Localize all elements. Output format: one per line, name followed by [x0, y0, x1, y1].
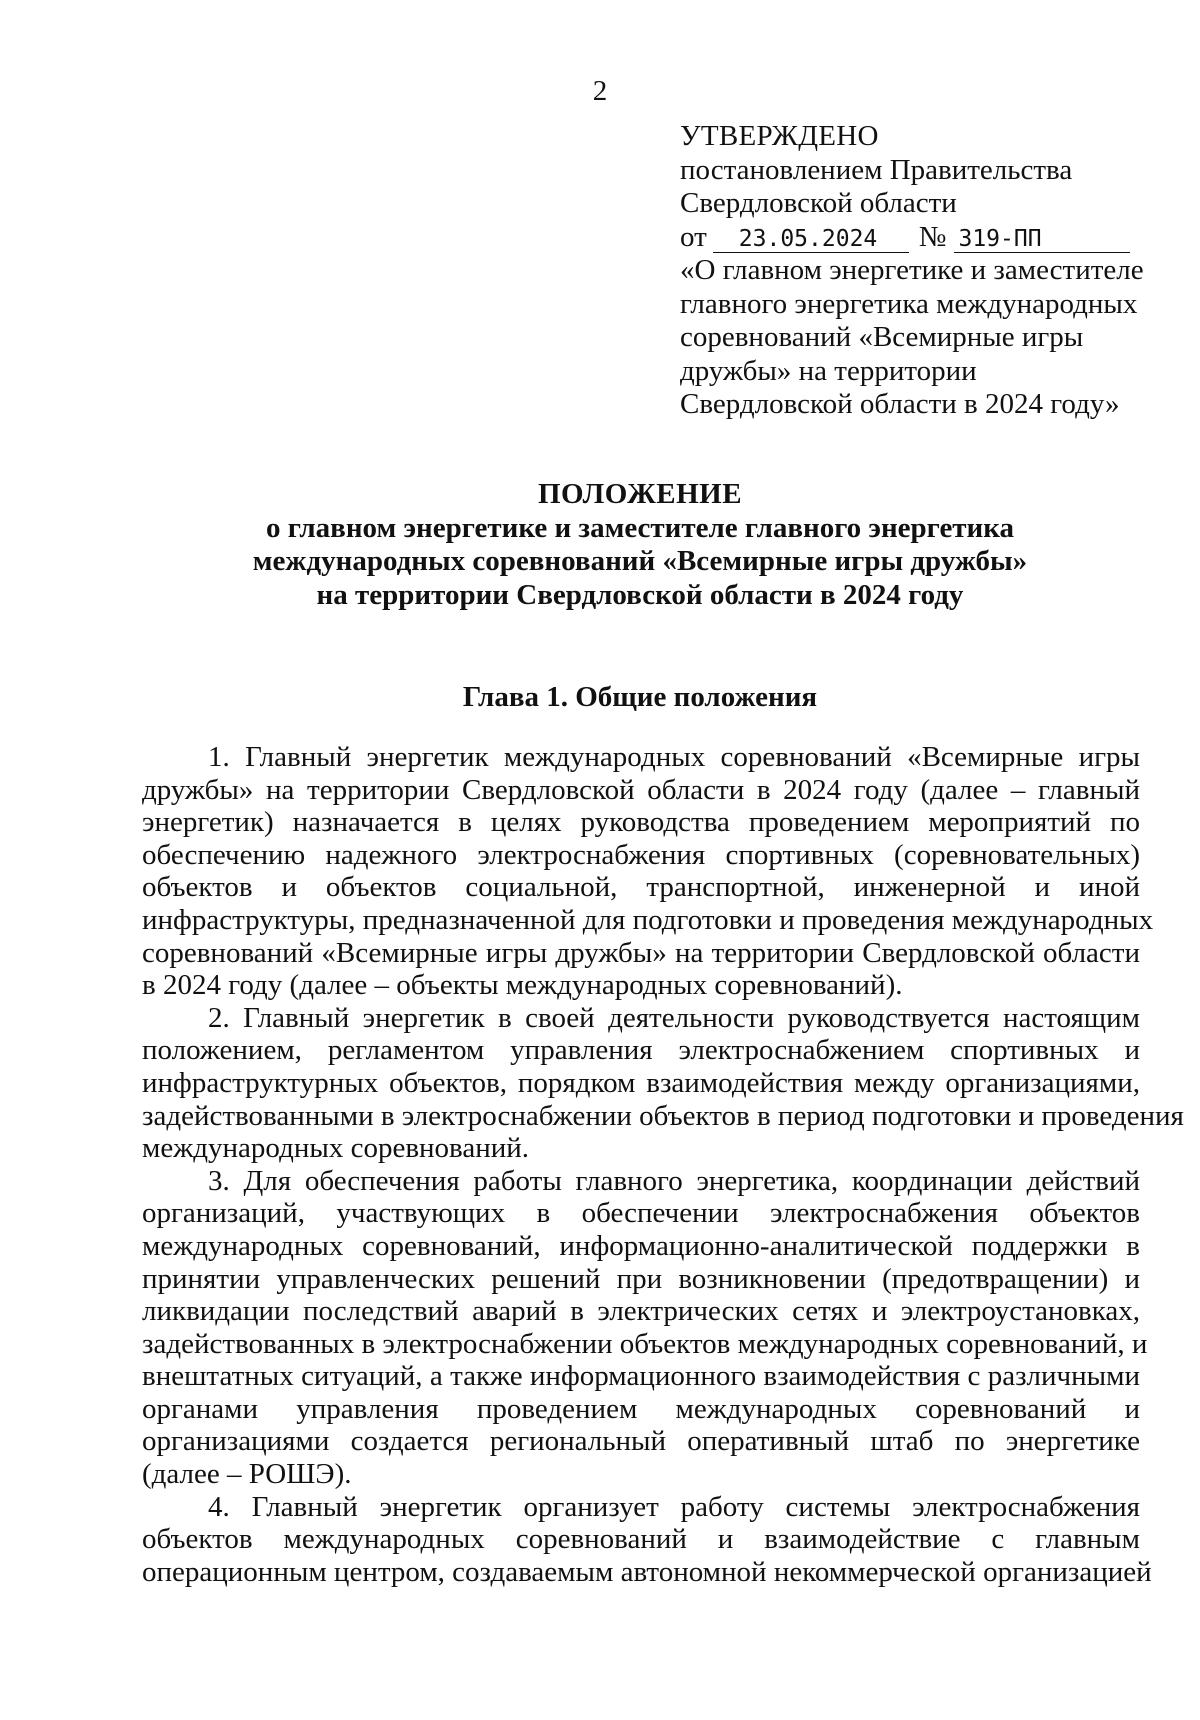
text-line: ликвидации последствий аварий в электрических сетях и электроустановках,: [142, 1295, 1140, 1328]
approval-title-line-4: дружбы» на территории: [680, 354, 977, 387]
approval-number-field: 319-ПП: [954, 226, 1130, 253]
text-line: положением, регламентом управления электроснабжением спортивных и: [142, 1034, 1140, 1067]
text-line: внештатных ситуаций, а также информационного взаимодействия с различными: [142, 1360, 1140, 1393]
approval-date-line: [680, 221, 1160, 255]
approval-date-field: 23.05.2024: [713, 226, 909, 253]
paragraph-2: [142, 1001, 1184, 1165]
approval-line-1: постановлением Правительства: [680, 153, 1073, 186]
document-title-line-3: на территории Свердловской области в 2024 году: [316, 578, 964, 611]
text-line: принятии управленческих решений при возникновении (предотвращении) и: [142, 1262, 1140, 1295]
text-line: дружбы» на территории Свердловской области в 2024 году (далее – главный: [142, 773, 1140, 806]
text-line: объектов международных соревнований и взаимодействие с главным: [142, 1523, 1140, 1556]
approval-title-line-2: главного энергетика международных: [680, 287, 1138, 320]
document-title-line-2: международных соревнований «Всемирные игры дружбы»: [252, 545, 1028, 577]
text-line: обеспечению надежного электроснабжения спортивных (соревновательных): [142, 838, 1140, 871]
approval-title-line-1: «О главном энергетике и заместителе: [680, 254, 1144, 286]
document-title: [140, 478, 1140, 612]
text-line: задействованными в электроснабжении объектов в период подготовки и проведения: [142, 1099, 1184, 1132]
text-line: (далее – РОШЭ).: [142, 1458, 352, 1491]
approval-stamp: [680, 120, 1160, 422]
chapter-title: Глава 1. Общие положения: [462, 681, 818, 713]
text-line: 3. Для обеспечения работы главного энергетика, координации действий: [208, 1164, 1140, 1197]
text-line: международных соревнований.: [142, 1132, 530, 1165]
text-line: инфраструктурных объектов, порядком взаимодействия между организациями,: [142, 1066, 1140, 1099]
text-line: операционным центром, создаваемым автономной некоммерческой организацией: [142, 1555, 1152, 1588]
paragraph-4: [142, 1490, 1152, 1589]
text-line: организациями создается региональный оперативный штаб по энергетике: [142, 1425, 1140, 1458]
page-number: 2: [592, 75, 608, 107]
text-line: 2. Главный энергетик в своей деятельности руководствуется настоящим: [208, 1001, 1140, 1034]
text-line: 4. Главный энергетик организует работу системы электроснабжения: [208, 1490, 1140, 1523]
text-line: энергетик) назначается в целях руководства проведением мероприятий по: [142, 806, 1140, 839]
body-text: [142, 741, 1184, 1588]
paragraph-1: [142, 741, 1154, 1002]
text-line: международных соревнований, информационно-аналитической поддержки в: [142, 1229, 1140, 1262]
text-line: объектов и объектов социальной, транспортной, инженерной и иной: [142, 871, 1140, 904]
text-line: 1. Главный энергетик международных соревнований «Всемирные игры: [208, 741, 1140, 773]
text-line: органами управления проведением международных соревнований и: [142, 1392, 1140, 1425]
approval-line-2: Свердловской области: [680, 187, 957, 219]
approval-title-line-3: соревнований «Всемирные игры: [680, 321, 1084, 353]
number-prefix: №: [918, 220, 947, 253]
text-line: соревнований «Всемирные игры дружбы» на территории Свердловской области: [142, 936, 1140, 969]
approval-heading: УТВЕРЖДЕНО: [680, 120, 879, 152]
document-title-line-1: о главном энергетике и заместителе главного энергетика: [265, 511, 1015, 544]
approval-title-line-5: Свердловской области в 2024 году»: [680, 388, 1120, 420]
document-title-main: ПОЛОЖЕНИЕ: [537, 478, 743, 510]
text-line: инфраструктуры, предназначенной для подготовки и проведения международных: [142, 903, 1154, 936]
text-line: организаций, участвующих в обеспечении электроснабжения объектов: [142, 1197, 1140, 1230]
text-line: задействованных в электроснабжении объектов международных соревнований, и: [142, 1327, 1148, 1360]
text-line: в 2024 году (далее – объекты международных соревнований).: [142, 969, 903, 1002]
date-prefix: от: [680, 220, 707, 253]
paragraph-3: [142, 1164, 1148, 1491]
